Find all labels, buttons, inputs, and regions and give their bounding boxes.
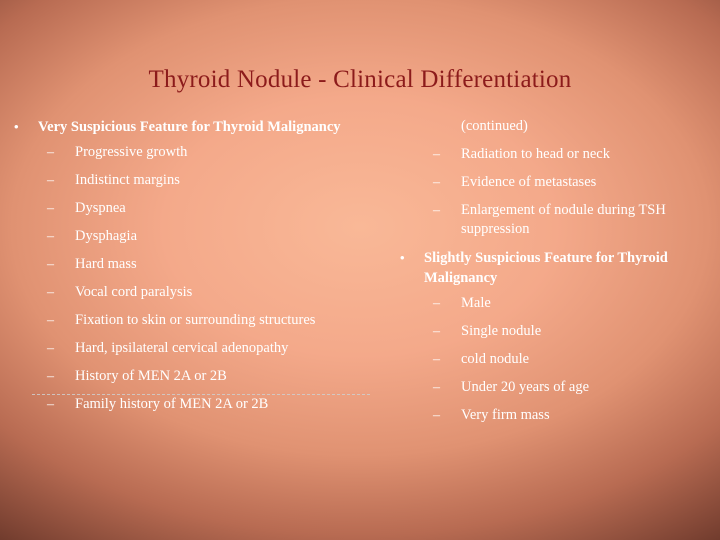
dash-bullet-icon: – xyxy=(47,285,54,300)
slide-title: Thyroid Nodule - Clinical Differentiation xyxy=(148,66,572,93)
list-item xyxy=(14,143,396,162)
list-item xyxy=(400,322,706,341)
list-item xyxy=(14,339,396,358)
list-item xyxy=(400,201,706,239)
continued-label: (continued) xyxy=(461,118,528,134)
dash-bullet-icon: – xyxy=(47,257,54,272)
dash-bullet-icon: – xyxy=(47,145,54,160)
list-item-label: Family history of MEN 2A or 2B xyxy=(75,396,269,412)
dashed-divider xyxy=(32,394,370,395)
dash-bullet-icon: – xyxy=(433,175,440,190)
list-item xyxy=(14,199,396,218)
list-item xyxy=(14,311,396,330)
list-item xyxy=(400,406,706,425)
indent-spacer xyxy=(400,117,461,136)
list-item xyxy=(14,367,396,386)
bullet-icon: • xyxy=(400,250,405,265)
list-item-label: Progressive growth xyxy=(75,144,188,160)
list-item xyxy=(14,283,396,302)
bullet-icon: • xyxy=(14,119,19,134)
list-item xyxy=(400,294,706,313)
list-item-label: Evidence of metastases xyxy=(461,174,597,190)
list-item-label: Fixation to skin or surrounding structures xyxy=(75,312,316,328)
dash-bullet-icon: – xyxy=(433,324,440,339)
list-item-label: Slightly Suspicious Feature for Thyroid Malignancy xyxy=(424,250,668,286)
list-item-label: History of MEN 2A or 2B xyxy=(75,368,227,384)
dash-bullet-icon: – xyxy=(47,397,54,412)
list-item xyxy=(14,171,396,190)
list-item-label: Vocal cord paralysis xyxy=(75,284,193,300)
list-item-label: Radiation to head or neck xyxy=(461,146,610,162)
list-item-label: Under 20 years of age xyxy=(461,379,590,395)
dash-bullet-icon: – xyxy=(433,147,440,162)
list-item xyxy=(14,227,396,246)
dash-bullet-icon: – xyxy=(47,341,54,356)
left-content-column xyxy=(14,117,396,423)
list-item-label: cold nodule xyxy=(461,351,530,367)
dash-bullet-icon: – xyxy=(433,408,440,423)
dash-bullet-icon: – xyxy=(47,173,54,188)
list-item-label: Single nodule xyxy=(461,323,542,339)
dash-bullet-icon: – xyxy=(433,352,440,367)
right-content-column xyxy=(400,117,706,434)
list-item xyxy=(400,378,706,397)
list-item xyxy=(14,117,396,137)
list-item-label: Indistinct margins xyxy=(75,172,180,188)
list-item-label: Hard, ipsilateral cervical adenopathy xyxy=(75,340,289,356)
dash-bullet-icon: – xyxy=(433,296,440,311)
list-item xyxy=(400,248,706,288)
dash-bullet-icon: – xyxy=(433,203,440,218)
dash-bullet-icon: – xyxy=(47,229,54,244)
dash-bullet-icon: – xyxy=(433,380,440,395)
dash-bullet-icon: – xyxy=(47,201,54,216)
list-item-label: Male xyxy=(461,295,491,311)
list-item-label: Very Suspicious Feature for Thyroid Malignancy xyxy=(38,119,341,135)
list-item-label: Enlargement of nodule during TSH suppression xyxy=(461,202,666,237)
dash-bullet-icon: – xyxy=(47,369,54,384)
list-item xyxy=(400,350,706,369)
list-item xyxy=(400,173,706,192)
continued-label-row xyxy=(400,117,706,136)
list-item-label: Dyspnea xyxy=(75,200,126,216)
list-item xyxy=(14,255,396,274)
list-item-label: Dysphagia xyxy=(75,228,138,244)
list-item xyxy=(400,145,706,164)
dash-bullet-icon: – xyxy=(47,313,54,328)
list-item-label: Hard mass xyxy=(75,256,137,272)
list-item-label: Very firm mass xyxy=(461,407,550,423)
list-item xyxy=(14,395,396,414)
